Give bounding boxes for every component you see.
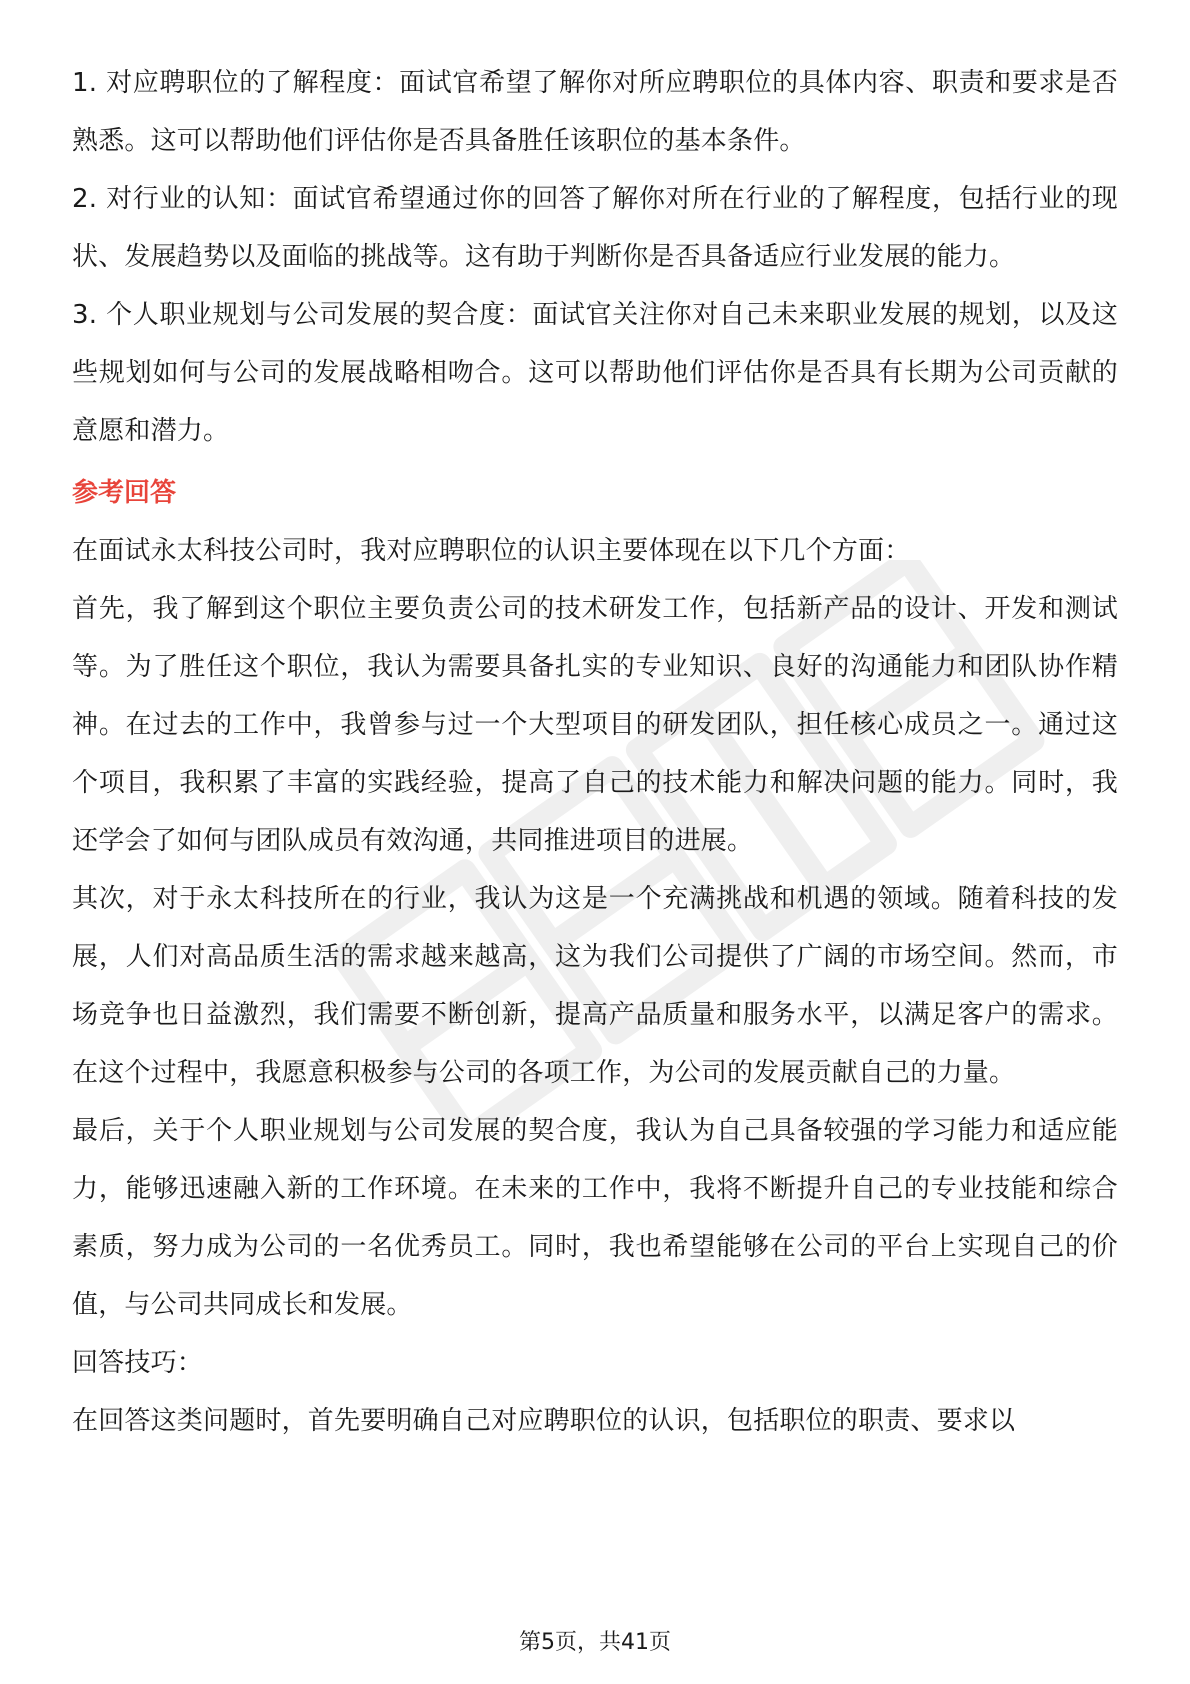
tips-heading: 回答技巧： [72,1348,204,1378]
point-industry-knowledge: 2. 对行业的认知：面试官希望通过你的回答了解你对所在行业的了解程度，包括行业的现状、发展趋势以及面临的挑战等。这有助于判断你是否具备适应行业发展的能力。 [72,184,1118,272]
point-position-understanding: 1. 对应聘职位的了解程度：面试官希望了解你对所应聘职位的具体内容、职责和要求是否熟悉。这可以帮助他们评估你是否具备胜任该职位的基本条件。 [72,68,1118,156]
reference-intro: 在面试永太科技公司时，我对应聘职位的认识主要体现在以下几个方面： [72,536,911,566]
main-content [72,54,1118,1450]
page-number: 第5页，共41页 [519,1630,671,1655]
reference-last-paragraph: 最后，关于个人职业规划与公司发展的契合度，我认为自己具备较强的学习能力和适应能力，能够迅速融入新的工作环境。在未来的工作中，我将不断提升自己的专业技能和综合素质，努力成为公司的一名优秀员工。同时，我也希望能够在公司的平台上实现自己的价值，与公司共同成长和发展。 [72,1116,1118,1320]
reference-second-paragraph: 其次，对于永太科技所在的行业，我认为这是一个充满挑战和机遇的领域。随着科技的发展，人们对高品质生活的需求越来越高，这为我们公司提供了广阔的市场空间。然而，市场竞争也日益激烈，我们需要不断创新，提高产品质量和服务水平，以满足客户的需求。在这个过程中，我愿意积极参与公司的各项工作，为公司的发展贡献自己的力量。 [72,884,1118,1088]
reference-answer-heading: 参考回答 [72,478,177,508]
point-career-fit: 3. 个人职业规划与公司发展的契合度：面试官关注你对自己未来职业发展的规划，以及这些规划如何与公司的发展战略相吻合。这可以帮助他们评估你是否具有长期为公司贡献的意愿和潜力。 [72,300,1118,446]
reference-first-paragraph: 首先，我了解到这个职位主要负责公司的技术研发工作，包括新产品的设计、开发和测试等。为了胜任这个职位，我认为需要具备扎实的专业知识、良好的沟通能力和团队协作精神。在过去的工作中，我曾参与过一个大型项目的研发团队，担任核心成员之一。通过这个项目，我积累了丰富的实践经验，提高了自己的技术能力和解决问题的能力。同时，我还学会了如何与团队成员有效沟通，共同推进项目的进展。 [72,594,1118,856]
tips-text: 在回答这类问题时，首先要明确自己对应聘职位的认识，包括职位的职责、要求以 [72,1406,1016,1436]
